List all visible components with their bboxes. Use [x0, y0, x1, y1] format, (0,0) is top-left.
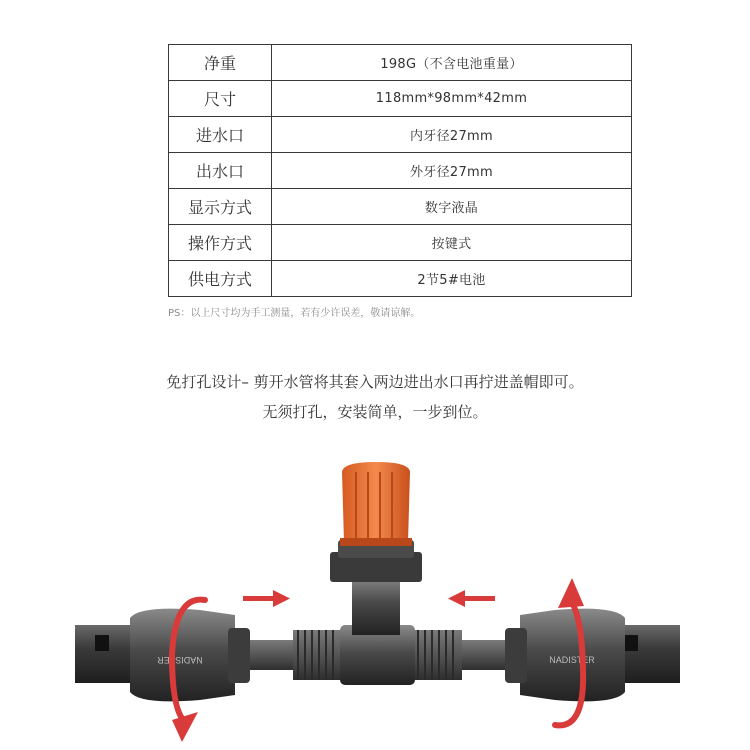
spec-row-power: [169, 261, 632, 297]
left-cap-brand: NADISTER: [157, 655, 203, 665]
measurement-note: PS：以上尺寸均为手工测量，若有少许误差，敬请谅解。: [168, 308, 421, 319]
spec-label: 操作方式: [169, 225, 272, 261]
description-line-1: 免打孔设计– 剪开水管将其套入两边进出水口再拧进盖帽即可。: [166, 373, 584, 391]
right-thread: [412, 630, 462, 680]
spec-row-size: [169, 81, 632, 117]
spec-row-operation: [169, 225, 632, 261]
spec-row-outlet: [169, 153, 632, 189]
orange-nozzle: [340, 462, 412, 546]
spec-row-inlet: [169, 117, 632, 153]
spec-label: 供电方式: [169, 261, 272, 297]
spec-value: 按键式: [272, 225, 632, 261]
spec-value: 内牙径27mm: [272, 117, 632, 153]
spec-label: 尺寸: [169, 81, 272, 117]
product-illustration: [0, 450, 750, 750]
spec-row-weight: [169, 45, 632, 81]
spec-table: [168, 44, 632, 297]
right-cap: [505, 609, 625, 702]
spec-label: 净重: [169, 45, 272, 81]
spec-value: 外牙径27mm: [272, 153, 632, 189]
spec-label: 进水口: [169, 117, 272, 153]
spec-value: 数字液晶: [272, 189, 632, 225]
left-thread: [293, 630, 343, 680]
push-arrow-right: [243, 590, 290, 607]
spec-value: 118mm*98mm*42mm: [272, 81, 632, 117]
left-cap: [130, 609, 250, 702]
push-arrow-left: [448, 590, 495, 607]
spec-row-display: [169, 189, 632, 225]
tee-body: [330, 540, 422, 685]
spec-label: 显示方式: [169, 189, 272, 225]
right-cap-brand: NADISTER: [549, 655, 595, 665]
spec-value: 2节5#电池: [272, 261, 632, 297]
spec-value: 198G（不含电池重量）: [272, 45, 632, 81]
description-line-2: 无须打孔，安装简单，一步到位。: [262, 403, 488, 421]
spec-label: 出水口: [169, 153, 272, 189]
